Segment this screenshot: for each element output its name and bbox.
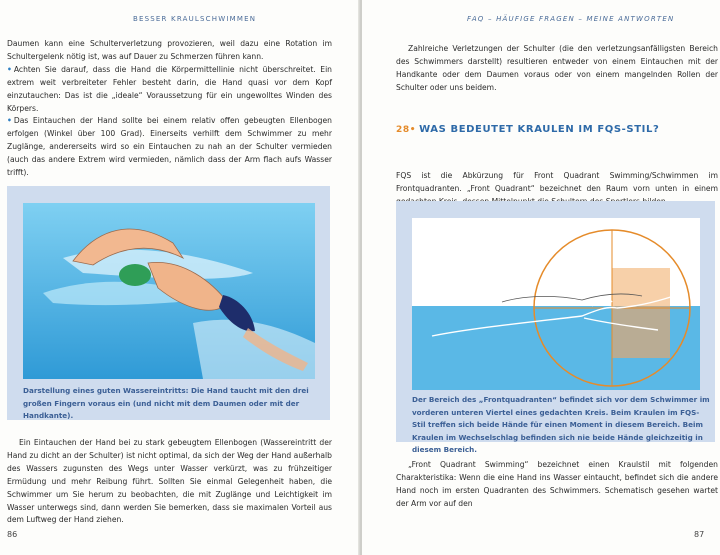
- bullet-icon: •: [7, 116, 12, 126]
- left-paragraph-after-figure: Ein Eintauchen der Hand bei zu stark gebeugtem Ellenbogen (Wassereintritt der Hand zu dicht an der Schulter) ist nicht optimal, da sich der Weg der Hand außerhalb des Wassers zugunsten des Wegs unter Wasser verkürzt, was zu frühzeitiger Ermüdung und mehr Reibung führt. Sollten Sie einmal Gelegenheit haben, die Schwimmer um Sie herum zu beobachten, die mit Zuglänge und Leichtigkeit im Wasser unterwegs sind, dann werden Sie bemerken, dass sie maximalen Vorteil aus dem Luftweg der Hand ziehen.: [7, 438, 332, 525]
- running-head-right: FAQ – HÄUFIGE FRAGEN – MEINE ANTWORTEN: [467, 15, 675, 23]
- left-body-text: [7, 38, 332, 180]
- right-intro-text: Zahlreiche Verletzungen der Schulter (die den verletzungsanfälligsten Bereich des Schwimmers darstellt) resultieren entweder von einem Eintauchen mit der Handkante oder dem Daumen voraus oder von einem mangelnden Rollen der Schulter oder uns beidem.: [396, 44, 718, 92]
- page-number-left: 86: [7, 530, 18, 539]
- right-closing-text: „Front Quadrant Swimming“ bezeichnet einen Kraulstil mit folgenden Charakteristika: Wenn die eine Hand ins Wasser eintaucht, befindet sich die andere Hand noch im ersten Quadranten des Schwimmers. Schematisch gesehen wartet der Arm vor auf den: [396, 460, 718, 508]
- running-head-left: BESSER KRAULSCHWIMMEN: [133, 15, 257, 23]
- section-number: 28•: [396, 125, 417, 135]
- section-heading: [396, 124, 659, 135]
- front-quadrant-diagram: [412, 218, 700, 390]
- right-page: [362, 0, 720, 555]
- left-paragraph-3: • Das Eintauchen der Hand sollte bei einem relativ offen gebeugten Ellenbogen erfolgen (Winkel über 100 Grad). Einerseits verhilft dem Schwimmer zu mehr Zuglänge, andererseits wird so ein Eintauchen zu nah an der Schulter vermieden (auch das andere Extrem wird vermieden, nämlich dass der Arm flach aufs Wasser trifft).: [7, 116, 332, 178]
- left-paragraph-1: Daumen kann eine Schulterverletzung provozieren, weil dazu eine Rotation im Schultergelenk nötig ist, was auf Dauer zu Schmerzen führen kann.: [7, 39, 332, 61]
- fqs-figure-box: [396, 201, 715, 454]
- left-figure-caption: Darstellung eines guten Wassereintritts: Die Hand taucht mit den drei großen Fingern voraus ein (und nicht mit dem Daumen oder mit der Handkante).: [23, 386, 309, 420]
- swimmer-figure-box: [7, 186, 330, 420]
- page-number-right: 87: [694, 530, 705, 539]
- section-title: WAS BEDEUTET KRAULEN IM FQS-STIL?: [419, 124, 660, 135]
- bullet-icon: •: [7, 64, 12, 74]
- right-figure-caption: Der Bereich des „Frontquadranten“ befindet sich vor dem Schwimmer im vorderen unteren Viertel eines gedachten Kreis. Beim Kraulen im FQS-Stil treffen sich beide Hände für einen Moment in diesem Bereich. Beim Kraulen im Wechselschlag befinden sich nie beide Hände gleichzeitig in diesem Bereich.: [412, 395, 710, 454]
- left-paragraph-2: • Achten Sie darauf, dass die Hand die Körpermittellinie nicht überschreitet. Ein extrem weit verbreiteter Fehler besteht darin, die Hand quasi vor dem Kopf einzutauchen: Das ist die „ideale“ Voraussetzung für ein ungewolltes Winden des Körpers.: [7, 64, 332, 113]
- swimmer-illustration: [23, 203, 315, 379]
- right-section-text: FQS ist die Abkürzung für Front Quadrant Swimming/Schwimmen im Frontquadranten. „Front Quadrant“ bezeichnet den Raum vorn unten in einem: [396, 171, 718, 193]
